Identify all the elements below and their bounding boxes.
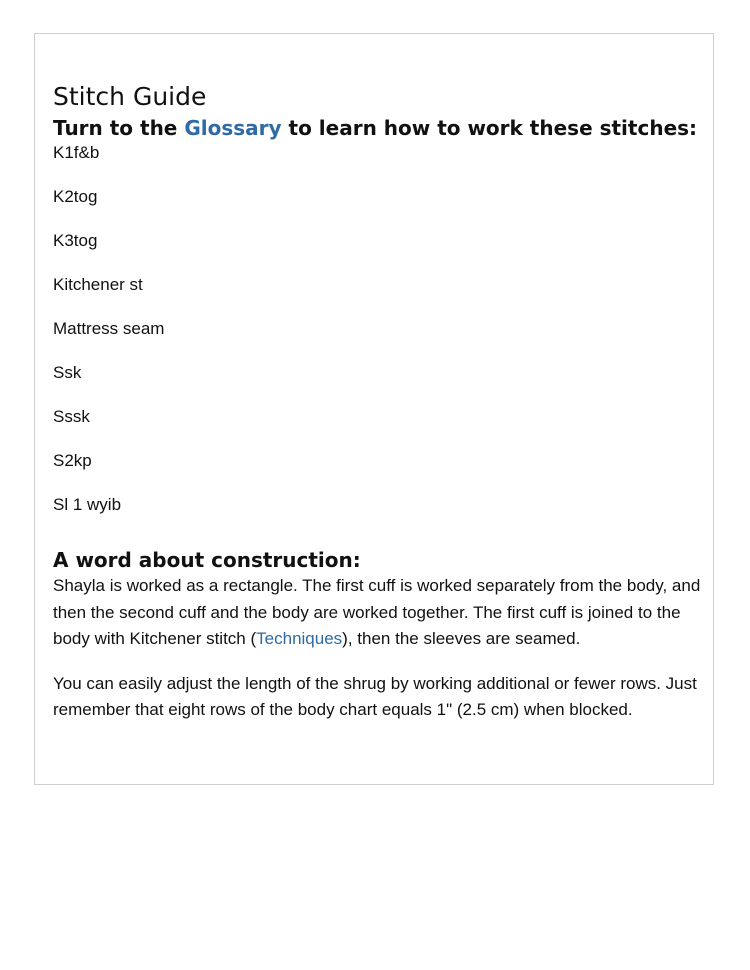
- stitch-list: [53, 143, 703, 539]
- stitch-item: Sl 1 wyib: [53, 495, 122, 514]
- construction-text-start: Shayla is worked as a rectangle. The first cuff is worked separately from the body, and then the second cuff and the body are worked together. The first cuff is joined to the body with Kitchener stitch (: [53, 576, 701, 648]
- subheading-prefix: Turn to the: [53, 116, 185, 140]
- stitch-item: Ssk: [53, 363, 82, 382]
- glossary-subheading: [53, 114, 703, 143]
- stitch-item: Kitchener st: [53, 275, 143, 294]
- stitch-item: K2tog: [53, 187, 98, 206]
- glossary-link[interactable]: Glossary: [184, 116, 282, 140]
- construction-text-end: ), then the sleeves are seamed.: [342, 629, 581, 648]
- stitch-item: Sssk: [53, 407, 90, 426]
- adjust-length-paragraph: You can easily adjust the length of the shrug by working additional or fewer rows. Just remember that eight rows of the body chart equals 1" (2.5 cm) when blocked.: [53, 673, 697, 719]
- page-title: Stitch Guide: [53, 82, 207, 111]
- content-frame: [34, 33, 714, 785]
- construction-paragraph: [53, 573, 703, 653]
- stitch-item: S2kp: [53, 451, 92, 470]
- stitch-item: Mattress seam: [53, 319, 165, 338]
- techniques-link[interactable]: Techniques: [256, 629, 343, 648]
- content: [53, 80, 703, 724]
- stitch-item: K1f&b: [53, 143, 100, 162]
- construction-heading: A word about construction:: [53, 548, 361, 572]
- subheading-suffix: to learn how to work these stitches:: [281, 116, 698, 140]
- stitch-item: K3tog: [53, 231, 98, 250]
